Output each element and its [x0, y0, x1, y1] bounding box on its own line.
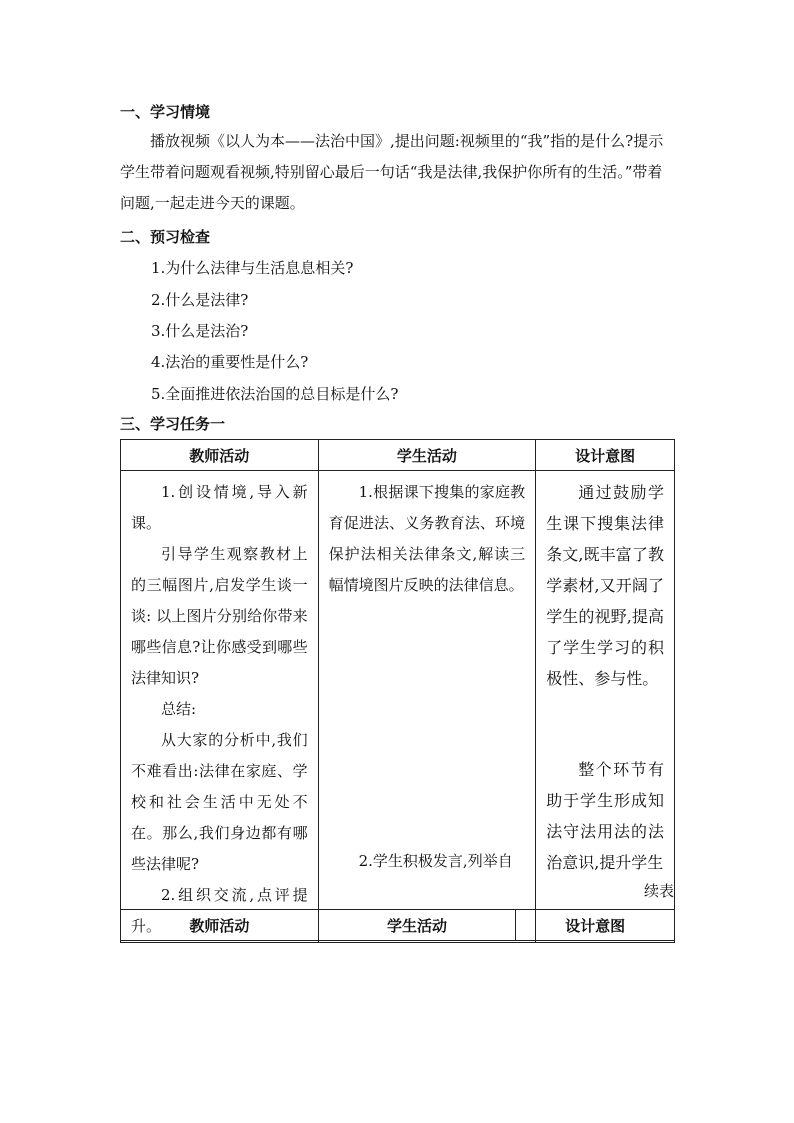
- continued-label: 续表: [643, 882, 674, 900]
- teacher-activity-cell: [121, 471, 319, 943]
- section3-title: 三、学习任务一: [120, 415, 226, 433]
- header-intent: 设计意图: [536, 440, 675, 471]
- header-student: 学生活动: [318, 440, 536, 471]
- question-3: 3.什么是法治?: [151, 322, 249, 340]
- section1-body: 播放视频《以人为本——法治中国》,提出问题:视频里的“我”指的是什么?提示学生带着问题观看视频,特别留心最后一句话“我是法律,我保护你所有的生活。”带着问题,一起走进今天的课题。: [120, 132, 664, 212]
- student-step-1: 1.根据课下搜集的家庭教育促进法、义务教育法、环境保护法相关法律条文,解读三幅情境图片反映的法律信息。: [328, 483, 526, 594]
- teacher-step-2: 2.组织交流,点评提升。: [131, 886, 308, 935]
- intent-1: 通过鼓励学生课下搜集法律条文,既丰富了教学素材,又开阔了学生的视野,提高了学生学习的积极性、参与性。: [546, 483, 664, 688]
- section2-title: 二、预习检查: [120, 228, 211, 246]
- question-2: 2.什么是法律?: [151, 291, 249, 309]
- teacher-step-1: 1.创设情境,导入新课。: [131, 483, 308, 532]
- question-4: 4.法治的重要性是什么?: [151, 353, 309, 371]
- intent-2: 整个环节有助于学生形成知法守法用法的法治意识,提升学生: [546, 760, 664, 872]
- header2-student: 学生活动: [318, 910, 516, 941]
- question-5: 5.全面推进依法治国的总目标是什么?: [151, 385, 399, 403]
- design-intent-cell: [536, 471, 675, 943]
- question-1: 1.为什么法律与生活息息相关?: [151, 259, 354, 277]
- student-step-2: 2.学生积极发言,列举自: [358, 852, 513, 870]
- teacher-summary: 从大家的分析中,我们不难看出:法律在家庭、学校和社会生活中无处不在。那么,我们身边都有哪些法律呢?: [131, 731, 308, 873]
- teacher-guide: 引导学生观察教材上的三幅图片,启发学生谈一谈: 以上图片分别给你带来哪些信息?让你感受到哪些法律知识?: [131, 545, 308, 687]
- teacher-summary-label: 总结:: [161, 700, 197, 718]
- student-activity-cell: [318, 471, 536, 943]
- header2-intent: 设计意图: [516, 910, 675, 941]
- section1-title: 一、学习情境: [120, 103, 211, 121]
- task-table: [120, 439, 675, 943]
- header-teacher: 教师活动: [121, 440, 319, 471]
- header2-teacher: 教师活动: [121, 910, 319, 941]
- task-table-continued: [120, 909, 675, 941]
